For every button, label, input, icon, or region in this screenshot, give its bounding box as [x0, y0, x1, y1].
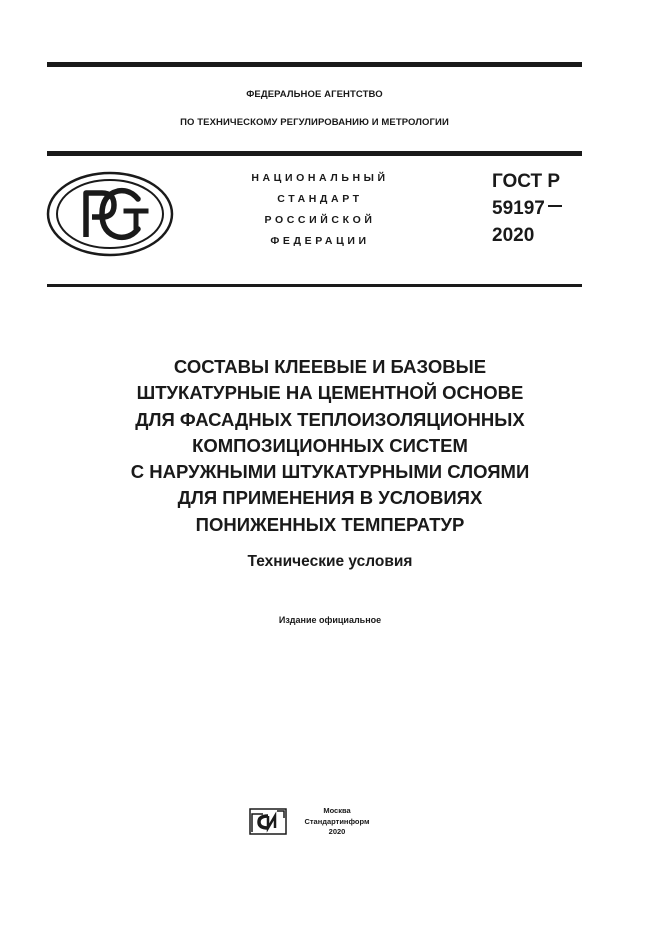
publisher-city: Москва: [323, 806, 351, 815]
agency-line-1: ФЕДЕРАЛЬНОЕ АГЕНТСТВО: [246, 89, 383, 100]
edition-note: Издание официальное: [278, 615, 382, 625]
gost-designation: [492, 168, 582, 249]
gost-number-row: [492, 195, 582, 222]
gost-label: ГОСТ Р: [492, 171, 561, 192]
title-line: СОСТАВЫ КЛЕЕВЫЕ И БАЗОВЫЕ: [173, 356, 487, 377]
national-line: ФЕДЕРАЦИИ: [270, 235, 370, 247]
publisher-name: Стандартинформ: [304, 816, 370, 826]
title-line: ПОНИЖЕННЫХ ТЕМПЕРАТУР: [195, 513, 465, 535]
gost-dash: [548, 205, 562, 207]
national-line: СТАНДАРТ: [277, 193, 363, 205]
agency-line-2: ПО ТЕХНИЧЕСКОМУ РЕГУЛИРОВАНИЮ И МЕТРОЛОГИИ: [180, 117, 449, 128]
publisher-year: 2020: [328, 827, 346, 836]
title-line: ДЛЯ ПРИМЕНЕНИЯ В УСЛОВИЯХ: [177, 487, 483, 509]
block-rule: [47, 284, 582, 287]
top-rule: [47, 62, 582, 67]
publisher-info: [292, 806, 382, 838]
title-line: ДЛЯ ФАСАДНЫХ ТЕПЛОИЗОЛЯЦИОННЫХ: [135, 408, 525, 430]
national-line: НАЦИОНАЛЬНЫЙ: [251, 172, 389, 184]
national-line: РОССИЙСКОЙ: [264, 214, 376, 226]
gost-r-logo-icon: [46, 171, 174, 257]
title-line: КОМПОЗИЦИОННЫХ СИСТЕМ: [192, 434, 468, 456]
title-line: С НАРУЖНЫМИ ШТУКАТУРНЫМИ СЛОЯМИ: [130, 461, 530, 483]
title-line: ШТУКАТУРНЫЕ НА ЦЕМЕНТНОЙ ОСНОВЕ: [136, 382, 524, 404]
standartinform-logo-icon: [249, 808, 287, 835]
document-title: [40, 354, 620, 538]
document-subtitle: Технические условия: [247, 553, 413, 570]
gost-year: 2020: [492, 225, 535, 246]
gost-number: 59197: [492, 198, 545, 219]
header-rule: [47, 151, 582, 156]
national-standard-label: [225, 168, 415, 252]
